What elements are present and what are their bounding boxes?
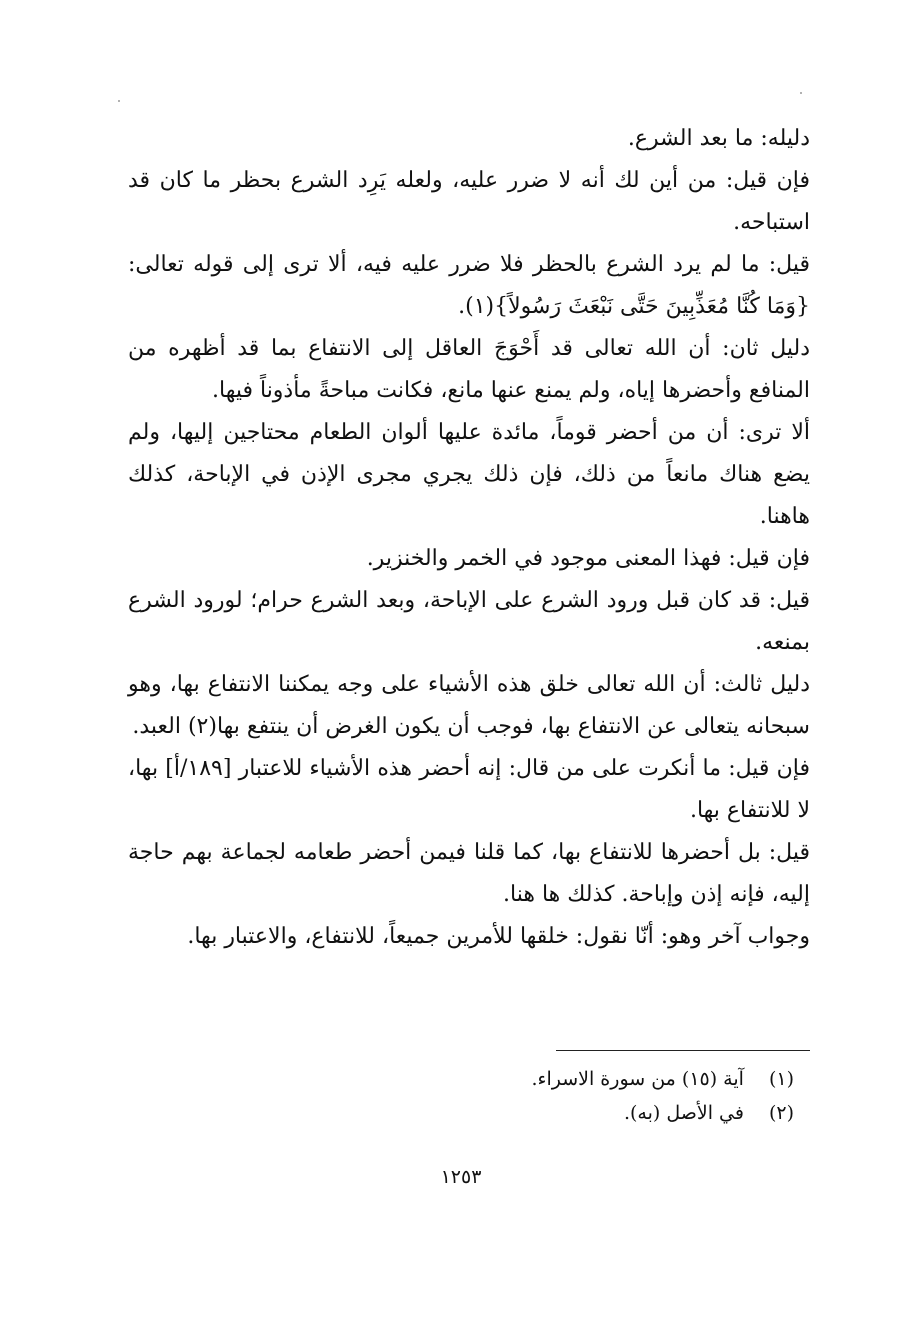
paragraph: فإن قيل: فهذا المعنى موجود في الخمر والخنزير. [366, 546, 810, 571]
paragraph: قيل: بل أحضرها للانتفاع بها، كما قلنا فيمن أحضر طعامه لجماعة بهم حاجة إليه، فإنه إذن وإباحة. كذلك ها هنا. [128, 840, 810, 907]
scan-speck [118, 100, 120, 102]
paragraph: قيل: قد كان قبل ورود الشرع على الإباحة، وبعد الشرع حرام؛ لورود الشرع بمنعه. [128, 588, 810, 655]
footnotes [294, 1062, 794, 1130]
paragraph: فإن قيل: من أين لك أنه لا ضرر عليه، ولعله يَرِد الشرع بحظر ما كان قد استباحه. [128, 168, 810, 235]
footnote [294, 1096, 794, 1130]
footnote-text: في الأصل (به). [623, 1102, 744, 1124]
paragraph: دليل ثان: أن الله تعالى قد أَحْوَجَ العاقل إلى الانتفاع بما قد أظهره من المنافع وأحضرها إياه، ولم يمنع عنها مانع، فكانت مباحةً مأذوناً فيها. [128, 336, 810, 403]
main-text [128, 118, 810, 958]
footnote-number: (١) [768, 1068, 794, 1090]
footnote-number: (٢) [768, 1102, 794, 1124]
scan-speck [800, 92, 802, 94]
footnote-text: آية (١٥) من سورة الاسراء. [531, 1068, 744, 1090]
paragraph: قيل: ما لم يرد الشرع بالحظر فلا ضرر عليه فيه، ألا ترى إلى قوله تعالى: {وَمَا كُنَّا مُعَذِّبِينَ حَتَّى نَبْعَثَ رَسُولاً}(١). [128, 252, 810, 319]
page-number: ١٢٥٣ [440, 1166, 482, 1188]
paragraph: دليل ثالث: أن الله تعالى خلق هذه الأشياء على وجه يمكننا الانتفاع بها، وهو سبحانه يتعالى عن الانتفاع بها، فوجب أن يكون الغرض أن ينتفع بها(٢) العبد. [128, 672, 810, 739]
paragraph: فإن قيل: ما أنكرت على من قال: إنه أحضر هذه الأشياء للاعتبار [١٨٩/أ] بها، لا للانتفاع بها. [128, 756, 810, 823]
paragraph: ألا ترى: أن من أحضر قوماً، مائدة عليها ألوان الطعام محتاجين إليها، ولم يضع هناك مانعاً من ذلك، فإن ذلك يجري مجرى الإذن في الإباحة، كذلك هاهنا. [128, 420, 810, 529]
paragraph: وجواب آخر وهو: أنّا نقول: خلقها للأمرين جميعاً، للانتفاع، والاعتبار بها. [187, 924, 810, 949]
footnote [294, 1062, 794, 1096]
paragraph: دليله: ما بعد الشرع. [627, 126, 810, 151]
footnote-divider [556, 1050, 810, 1051]
